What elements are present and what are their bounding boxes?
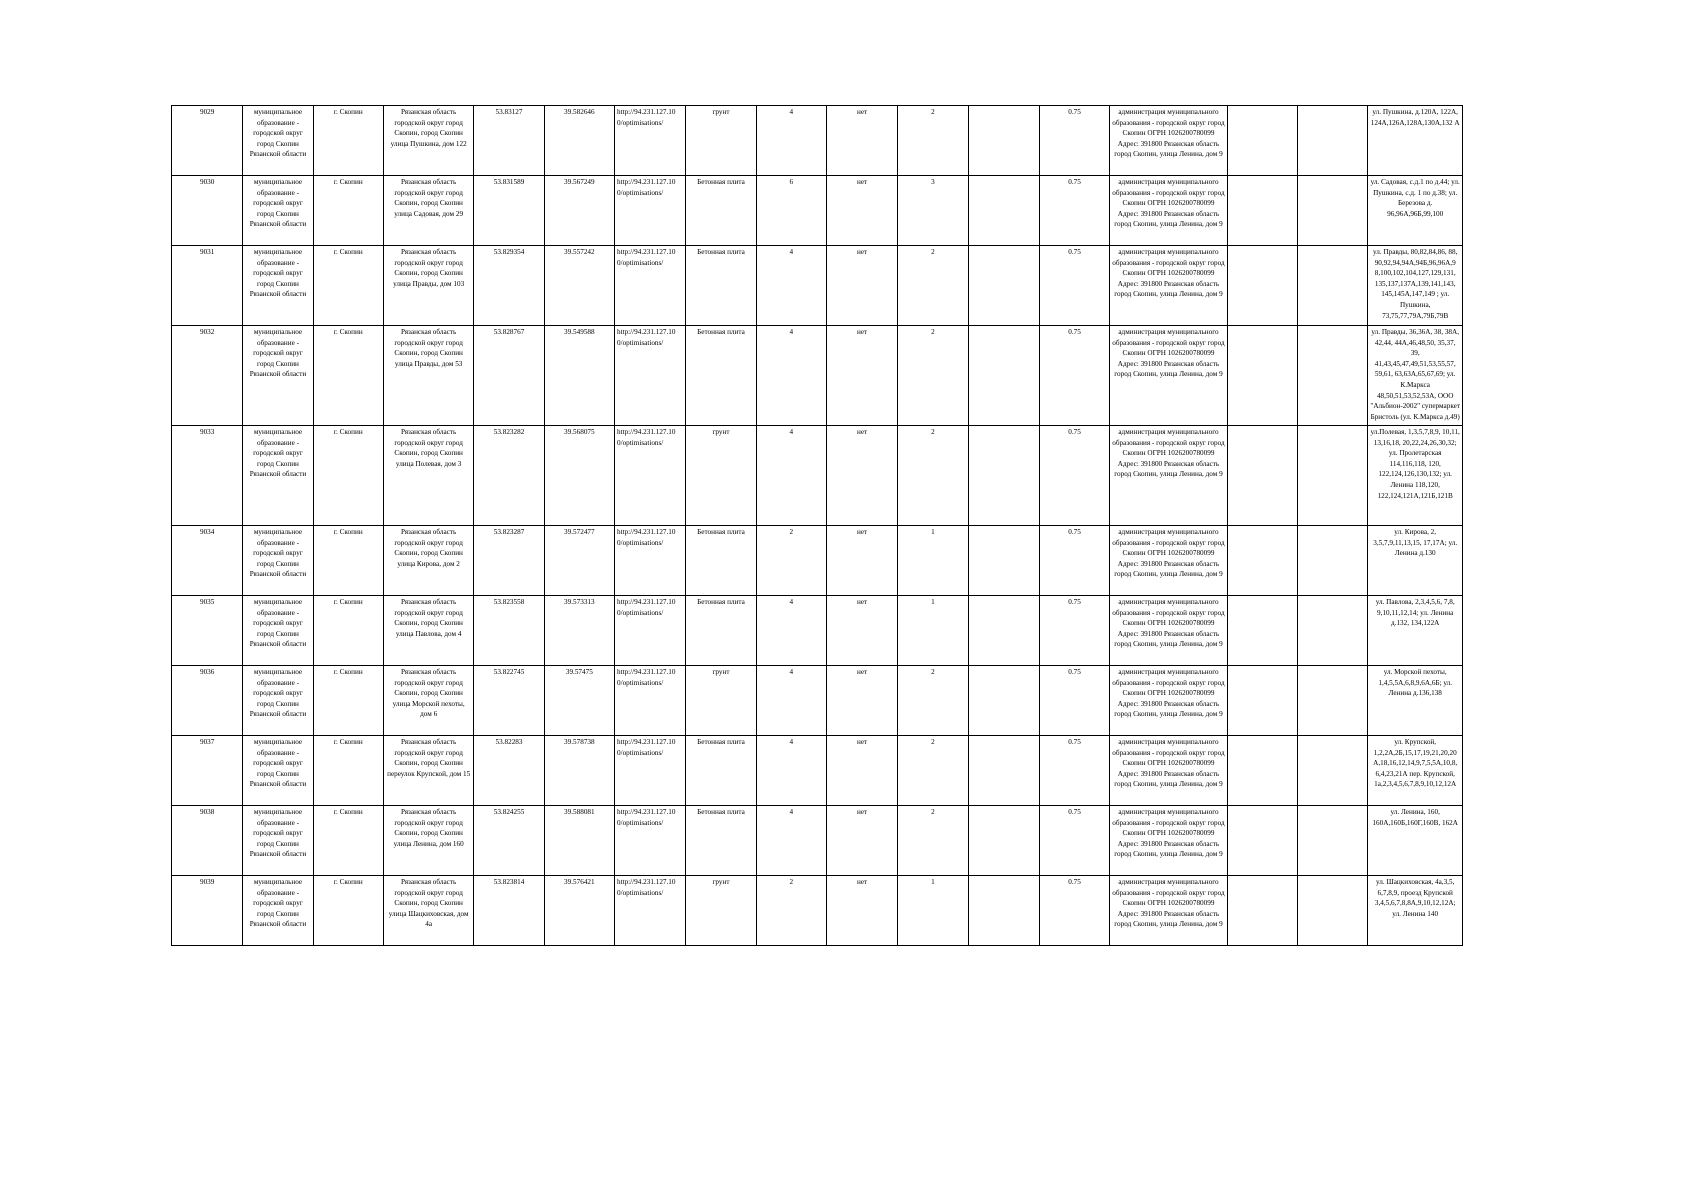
cell-empty xyxy=(1298,426,1368,526)
cell-volume: 0.75 xyxy=(1039,736,1109,806)
cell-area: 6 xyxy=(756,176,826,246)
cell-address: Рязанская область городской округ город Скопин, город Скопин улица Шацкиховская, дом 4а xyxy=(383,876,473,946)
cell-owner: муниципальное образование - городской округ город Скопин Рязанской области xyxy=(243,596,313,666)
cell-empty xyxy=(968,596,1039,666)
cell-roof: нет xyxy=(826,176,897,246)
cell-empty xyxy=(1298,106,1368,176)
cell-city: г. Скопин xyxy=(313,526,383,596)
cell-volume: 0.75 xyxy=(1039,526,1109,596)
cell-longitude: 39.557242 xyxy=(544,246,614,326)
cell-area: 4 xyxy=(756,106,826,176)
cell-empty xyxy=(1227,176,1297,246)
cell-volume: 0.75 xyxy=(1039,106,1109,176)
cell-address: Рязанская область городской округ город Скопин, город Скопин улица Полевая, дом 3 xyxy=(383,426,473,526)
cell-roof: нет xyxy=(826,106,897,176)
cell-surface: Бетонная плита xyxy=(686,736,756,806)
cell-url: http://94.231.127.10 0/optimisations/ xyxy=(614,106,685,176)
cell-address: Рязанская область городской округ город Скопин, город Скопин улица Правды, дом 53 xyxy=(383,326,473,426)
cell-longitude: 39.57475 xyxy=(544,666,614,736)
table-row xyxy=(172,806,1463,876)
cell-admin: администрация муниципального образования - городской округ город Скопин ОГРН 1026200780099 Адрес: 391800 Рязанская область город Скопин, улица Ленина, дом 9 xyxy=(1110,246,1228,326)
cell-address: Рязанская область городской округ город Скопин, город Скопин улица Кирова, дом 2 xyxy=(383,526,473,596)
cell-empty xyxy=(1227,326,1297,426)
table-row xyxy=(172,326,1463,426)
cell-empty xyxy=(1227,106,1297,176)
cell-longitude: 39.568075 xyxy=(544,426,614,526)
cell-served-objects: ул. Пушкина, д.120А, 122А, 124А,126А,128А,130А,132 А xyxy=(1368,106,1463,176)
cell-latitude: 53.831589 xyxy=(474,176,544,246)
cell-containers: 2 xyxy=(898,736,968,806)
cell-containers: 1 xyxy=(898,596,968,666)
cell-area: 4 xyxy=(756,806,826,876)
cell-owner: муниципальное образование - городской округ город Скопин Рязанской области xyxy=(243,666,313,736)
cell-volume: 0.75 xyxy=(1039,176,1109,246)
cell-url: http://94.231.127.10 0/optimisations/ xyxy=(614,326,685,426)
cell-admin: администрация муниципального образования - городской округ город Скопин ОГРН 1026200780099 Адрес: 391800 Рязанская область город Скопин, улица Ленина, дом 9 xyxy=(1110,876,1228,946)
cell-longitude: 39.573313 xyxy=(544,596,614,666)
cell-surface: грунт xyxy=(686,426,756,526)
cell-containers: 2 xyxy=(898,106,968,176)
cell-roof: нет xyxy=(826,246,897,326)
cell-url: http://94.231.127.10 0/optimisations/ xyxy=(614,526,685,596)
cell-area: 4 xyxy=(756,326,826,426)
cell-admin: администрация муниципального образования - городской округ город Скопин ОГРН 1026200780099 Адрес: 391800 Рязанская область город Скопин, улица Ленина, дом 9 xyxy=(1110,806,1228,876)
cell-longitude: 39.578738 xyxy=(544,736,614,806)
cell-city: г. Скопин xyxy=(313,176,383,246)
cell-roof: нет xyxy=(826,876,897,946)
cell-city: г. Скопин xyxy=(313,326,383,426)
cell-longitude: 39.549588 xyxy=(544,326,614,426)
cell-longitude: 39.572477 xyxy=(544,526,614,596)
cell-surface: Бетонная плита xyxy=(686,246,756,326)
cell-surface: Бетонная плита xyxy=(686,176,756,246)
table-row xyxy=(172,426,1463,526)
cell-volume: 0.75 xyxy=(1039,666,1109,736)
cell-id: 9031 xyxy=(172,246,243,326)
document-page xyxy=(171,105,1463,946)
cell-empty xyxy=(968,806,1039,876)
cell-containers: 3 xyxy=(898,176,968,246)
cell-volume: 0.75 xyxy=(1039,426,1109,526)
cell-admin: администрация муниципального образования - городской округ город Скопин ОГРН 1026200780099 Адрес: 391800 Рязанская область город Скопин, улица Ленина, дом 9 xyxy=(1110,326,1228,426)
cell-url: http://94.231.127.10 0/optimisations/ xyxy=(614,666,685,736)
table-row xyxy=(172,666,1463,736)
cell-containers: 2 xyxy=(898,246,968,326)
cell-empty xyxy=(1227,666,1297,736)
cell-containers: 2 xyxy=(898,426,968,526)
cell-city: г. Скопин xyxy=(313,426,383,526)
cell-id: 9038 xyxy=(172,806,243,876)
cell-empty xyxy=(968,526,1039,596)
cell-empty xyxy=(1298,326,1368,426)
cell-containers: 1 xyxy=(898,526,968,596)
cell-empty xyxy=(1298,736,1368,806)
cell-city: г. Скопин xyxy=(313,736,383,806)
cell-url: http://94.231.127.10 0/optimisations/ xyxy=(614,806,685,876)
cell-latitude: 53.829354 xyxy=(474,246,544,326)
cell-id: 9029 xyxy=(172,106,243,176)
cell-address: Рязанская область городской округ город Скопин, город Скопин улица Морской пехоты, дом 6 xyxy=(383,666,473,736)
cell-empty xyxy=(1298,876,1368,946)
cell-latitude: 53.823558 xyxy=(474,596,544,666)
cell-empty xyxy=(968,106,1039,176)
cell-empty xyxy=(1227,806,1297,876)
cell-volume: 0.75 xyxy=(1039,326,1109,426)
table-row xyxy=(172,106,1463,176)
cell-latitude: 53.824255 xyxy=(474,806,544,876)
cell-volume: 0.75 xyxy=(1039,596,1109,666)
cell-surface: Бетонная плита xyxy=(686,526,756,596)
cell-city: г. Скопин xyxy=(313,596,383,666)
cell-address: Рязанская область городской округ город Скопин, город Скопин улица Павлова, дом 4 xyxy=(383,596,473,666)
cell-url: http://94.231.127.10 0/optimisations/ xyxy=(614,736,685,806)
cell-owner: муниципальное образование - городской округ город Скопин Рязанской области xyxy=(243,806,313,876)
cell-url: http://94.231.127.10 0/optimisations/ xyxy=(614,246,685,326)
cell-served-objects: ул. Шацкиховская, 4а,3,5, 6,7,8,9, проезд Крупской 3,4,5,6,7,8,8А,9,10,12,12А; ул. Ленина 140 xyxy=(1368,876,1463,946)
cell-id: 9034 xyxy=(172,526,243,596)
cell-roof: нет xyxy=(826,736,897,806)
cell-roof: нет xyxy=(826,666,897,736)
cell-roof: нет xyxy=(826,426,897,526)
cell-admin: администрация муниципального образования - городской округ город Скопин ОГРН 1026200780099 Адрес: 391800 Рязанская область город Скопин, улица Ленина, дом 9 xyxy=(1110,526,1228,596)
cell-admin: администрация муниципального образования - городской округ город Скопин ОГРН 1026200780099 Адрес: 391800 Рязанская область город Скопин, улица Ленина, дом 9 xyxy=(1110,176,1228,246)
cell-longitude: 39.576421 xyxy=(544,876,614,946)
cell-empty xyxy=(968,176,1039,246)
cell-served-objects: ул. Павлова, 2,3,4,5,6, 7,8, 9,10,11,12,14; ул. Ленина д.132, 134,122А xyxy=(1368,596,1463,666)
cell-owner: муниципальное образование - городской округ город Скопин Рязанской области xyxy=(243,106,313,176)
cell-longitude: 39.582646 xyxy=(544,106,614,176)
cell-address: Рязанская область городской округ город Скопин, город Скопин улица Садовая, дом 29 xyxy=(383,176,473,246)
cell-surface: грунт xyxy=(686,876,756,946)
cell-id: 9036 xyxy=(172,666,243,736)
cell-empty xyxy=(1227,876,1297,946)
cell-surface: Бетонная плита xyxy=(686,806,756,876)
cell-latitude: 53.823282 xyxy=(474,426,544,526)
cell-area: 4 xyxy=(756,596,826,666)
cell-served-objects: ул. Правды, 36,36А, 38, 38А, 42,44, 44А,46,48,50, 35,37, 39, 41,43,45,47,49,51,53,55,57, 59,61, 63,63А,65,67,69; ул. К.Маркса 48,50,51,53,52,53А, ООО "Альбион-2002" супермаркет Бристоль (ул. К.Маркса д.49) xyxy=(1368,326,1463,426)
cell-latitude: 53.822745 xyxy=(474,666,544,736)
cell-served-objects: ул. Ленина, 160, 160А,160Б,160Г,160В, 162А xyxy=(1368,806,1463,876)
cell-empty xyxy=(1227,736,1297,806)
cell-empty xyxy=(968,426,1039,526)
cell-longitude: 39.567249 xyxy=(544,176,614,246)
cell-area: 4 xyxy=(756,426,826,526)
cell-city: г. Скопин xyxy=(313,666,383,736)
cell-empty xyxy=(1298,666,1368,736)
cell-area: 2 xyxy=(756,526,826,596)
cell-url: http://94.231.127.10 0/optimisations/ xyxy=(614,426,685,526)
cell-owner: муниципальное образование - городской округ город Скопин Рязанской области xyxy=(243,736,313,806)
cell-admin: администрация муниципального образования - городской округ город Скопин ОГРН 1026200780099 Адрес: 391800 Рязанская область город Скопин, улица Ленина, дом 9 xyxy=(1110,106,1228,176)
waste-sites-table xyxy=(171,105,1463,946)
cell-owner: муниципальное образование - городской округ город Скопин Рязанской области xyxy=(243,426,313,526)
cell-url: http://94.231.127.10 0/optimisations/ xyxy=(614,596,685,666)
cell-containers: 2 xyxy=(898,326,968,426)
cell-empty xyxy=(1298,176,1368,246)
cell-empty xyxy=(1298,526,1368,596)
cell-empty xyxy=(1298,806,1368,876)
cell-id: 9032 xyxy=(172,326,243,426)
cell-area: 2 xyxy=(756,876,826,946)
cell-latitude: 53.823287 xyxy=(474,526,544,596)
cell-city: г. Скопин xyxy=(313,106,383,176)
cell-admin: администрация муниципального образования - городской округ город Скопин ОГРН 1026200780099 Адрес: 391800 Рязанская область город Скопин, улица Ленина, дом 9 xyxy=(1110,596,1228,666)
cell-surface: грунт xyxy=(686,666,756,736)
cell-surface: Бетонная плита xyxy=(686,596,756,666)
cell-owner: муниципальное образование - городской округ город Скопин Рязанской области xyxy=(243,876,313,946)
cell-url: http://94.231.127.10 0/optimisations/ xyxy=(614,876,685,946)
cell-served-objects: ул. Морской пехоты, 1,4,5,5А,6,8,9,6А,6Б; ул. Ленина д.136,138 xyxy=(1368,666,1463,736)
cell-area: 4 xyxy=(756,736,826,806)
cell-empty xyxy=(968,666,1039,736)
cell-empty xyxy=(1227,526,1297,596)
cell-empty xyxy=(968,246,1039,326)
cell-latitude: 53.82283 xyxy=(474,736,544,806)
cell-owner: муниципальное образование - городской округ город Скопин Рязанской области xyxy=(243,326,313,426)
cell-latitude: 53.823814 xyxy=(474,876,544,946)
cell-empty xyxy=(1298,596,1368,666)
cell-owner: муниципальное образование - городской округ город Скопин Рязанской области xyxy=(243,176,313,246)
table-row xyxy=(172,246,1463,326)
table-row xyxy=(172,876,1463,946)
cell-owner: муниципальное образование - городской округ город Скопин Рязанской области xyxy=(243,526,313,596)
cell-surface: грунт xyxy=(686,106,756,176)
cell-area: 4 xyxy=(756,246,826,326)
cell-volume: 0.75 xyxy=(1039,806,1109,876)
cell-volume: 0.75 xyxy=(1039,876,1109,946)
cell-owner: муниципальное образование - городской округ город Скопин Рязанской области xyxy=(243,246,313,326)
cell-id: 9030 xyxy=(172,176,243,246)
cell-containers: 2 xyxy=(898,806,968,876)
cell-roof: нет xyxy=(826,326,897,426)
cell-empty xyxy=(1227,596,1297,666)
cell-empty xyxy=(968,876,1039,946)
cell-address: Рязанская область городской округ город Скопин, город Скопин переулок Крупской, дом 15 xyxy=(383,736,473,806)
cell-served-objects: ул. Правды, 80,82,84,86, 88, 90,92,94,94А,94Б,96,96А,9 8,100,102,104,127,129,131, 135,137,137А,139,141,143, 145,145А,147,149 ; ул. Пушкина, 73,75,77,79А,79Б,79В xyxy=(1368,246,1463,326)
cell-address: Рязанская область городской округ город Скопин, город Скопин улица Правды, дом 103 xyxy=(383,246,473,326)
cell-address: Рязанская область городской округ город Скопин, город Скопин улица Пушкина, дом 122 xyxy=(383,106,473,176)
table-row xyxy=(172,596,1463,666)
table-row xyxy=(172,526,1463,596)
cell-containers: 1 xyxy=(898,876,968,946)
cell-surface: Бетонная плита xyxy=(686,326,756,426)
cell-empty xyxy=(1298,246,1368,326)
cell-empty xyxy=(968,736,1039,806)
table-row xyxy=(172,176,1463,246)
cell-latitude: 53.828767 xyxy=(474,326,544,426)
cell-area: 4 xyxy=(756,666,826,736)
cell-city: г. Скопин xyxy=(313,246,383,326)
cell-roof: нет xyxy=(826,806,897,876)
cell-address: Рязанская область городской округ город Скопин, город Скопин улица Ленина, дом 160 xyxy=(383,806,473,876)
cell-latitude: 53.83127 xyxy=(474,106,544,176)
cell-admin: администрация муниципального образования - городской округ город Скопин ОГРН 1026200780099 Адрес: 391800 Рязанская область город Скопин, улица Ленина, дом 9 xyxy=(1110,666,1228,736)
cell-id: 9039 xyxy=(172,876,243,946)
cell-roof: нет xyxy=(826,596,897,666)
cell-empty xyxy=(968,326,1039,426)
cell-longitude: 39.588081 xyxy=(544,806,614,876)
cell-served-objects: ул. Крупской, 1,2,2А,2Б,15,17,19,21,20,20 А,18,16,12,14,9,7,5,5А,10,8, 6,4,23,21А пер. Крупской, 1а,2,3,4,5,6,7,8,9,10,12,12А xyxy=(1368,736,1463,806)
cell-id: 9035 xyxy=(172,596,243,666)
cell-empty xyxy=(1227,246,1297,326)
cell-roof: нет xyxy=(826,526,897,596)
cell-served-objects: ул. Садовая, с.д.1 по д.44; ул. Пушкина, с.д. 1 по д.38; ул. Березова д. 96,96А,96Б,99,100 xyxy=(1368,176,1463,246)
cell-admin: администрация муниципального образования - городской округ город Скопин ОГРН 1026200780099 Адрес: 391800 Рязанская область город Скопин, улица Ленина, дом 9 xyxy=(1110,426,1228,526)
cell-id: 9037 xyxy=(172,736,243,806)
cell-volume: 0.75 xyxy=(1039,246,1109,326)
cell-city: г. Скопин xyxy=(313,876,383,946)
cell-admin: администрация муниципального образования - городской округ город Скопин ОГРН 1026200780099 Адрес: 391800 Рязанская область город Скопин, улица Ленина, дом 9 xyxy=(1110,736,1228,806)
table-row xyxy=(172,736,1463,806)
cell-served-objects: ул.Полевая, 1,3,5,7,8,9, 10,11, 13,16,18, 20,22,24,26,30,32; ул. Пролетарская 114,116,118, 120, 122,124,126,130,132; ул. Ленина 118,120, 122,124,121А,121Б,121В xyxy=(1368,426,1463,526)
cell-empty xyxy=(1227,426,1297,526)
cell-id: 9033 xyxy=(172,426,243,526)
cell-served-objects: ул. Кирова, 2, 3,5,7,9,11,13,15, 17,17А; ул. Ленина д.130 xyxy=(1368,526,1463,596)
cell-containers: 2 xyxy=(898,666,968,736)
cell-city: г. Скопин xyxy=(313,806,383,876)
cell-url: http://94.231.127.10 0/optimisations/ xyxy=(614,176,685,246)
